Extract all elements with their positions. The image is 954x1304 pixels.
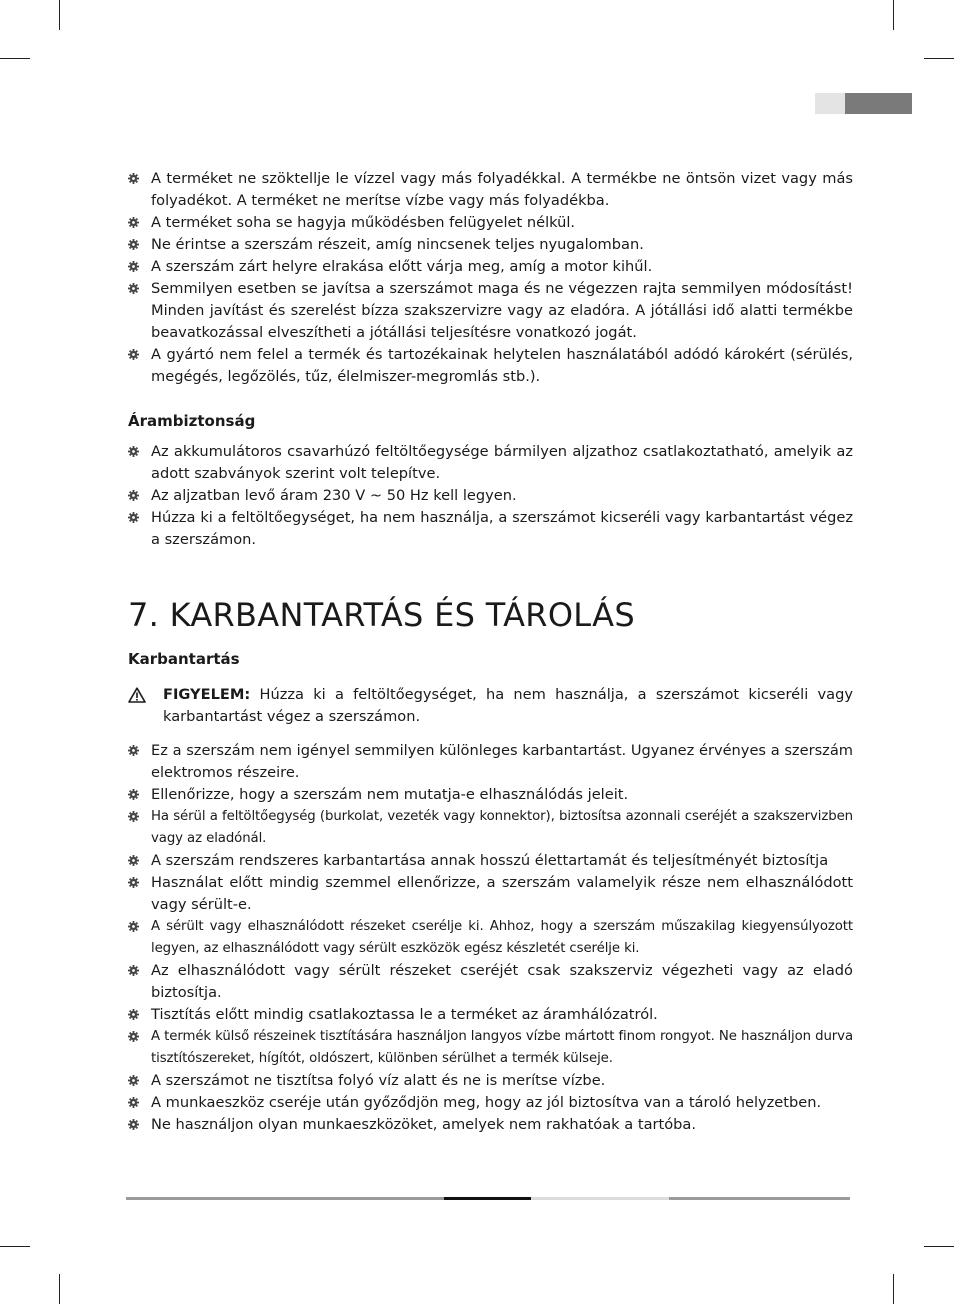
- list-item-text: Ez a szerszám nem igényel semmilyen különleges karbantartást. Ugyanez érvényes a szerszám elektromos részeire.: [151, 742, 853, 781]
- list-item: [128, 850, 853, 872]
- section-heading-electrical-safety: Árambiztonság: [128, 412, 256, 430]
- list-item-text: A terméket soha se hagyja működésben felügyelet nélkül.: [151, 214, 576, 231]
- crop-mark: [59, 0, 60, 30]
- list-item-text: A sérült vagy elhasználódott részeket cserélje ki. Ahhoz, hogy a szerszám műszakilag kiegyensúlyozott legyen, az elhasználódott vagy sérült eszközök egész készletét cserélje ki.: [151, 919, 853, 956]
- gear-bullet-icon: [128, 877, 139, 888]
- gear-bullet-icon: [128, 1031, 139, 1042]
- language-tab-light: [815, 93, 845, 114]
- list-item: [128, 1114, 853, 1136]
- warning-triangle-icon: [128, 687, 146, 703]
- crop-mark: [0, 1246, 30, 1247]
- gear-bullet-icon: [128, 811, 139, 822]
- warning-text: Húzza ki a feltöltőegységet, ha nem használja, a szerszámot kicseréli vagy karbantartást végez a szerszámon.: [163, 686, 853, 725]
- crop-mark: [0, 58, 30, 59]
- gear-bullet-icon: [128, 745, 139, 756]
- page-content: [128, 168, 853, 1136]
- list-item: [128, 485, 853, 507]
- gear-bullet-icon: [128, 921, 139, 932]
- list-item-text: Ne használjon olyan munkaeszközöket, amelyek nem rakhatóak a tartóba.: [151, 1116, 697, 1133]
- gear-bullet-icon: [128, 1097, 139, 1108]
- warning-label: FIGYELEM:: [163, 686, 251, 703]
- gear-bullet-icon: [128, 1075, 139, 1086]
- list-item: [128, 916, 853, 960]
- list-item-text: Ne érintse a szerszám részeit, amíg nincsenek teljes nyugalomban.: [151, 236, 644, 253]
- list-item-text: Húzza ki a feltöltőegységet, ha nem használja, a szerszámot kicseréli vagy karbantartást végez a szerszámon.: [151, 509, 853, 548]
- list-item-text: Használat előtt mindig szemmel ellenőrizze, a szerszám valamelyik része nem elhasználódott vagy sérült-e.: [151, 874, 853, 913]
- gear-bullet-icon: [128, 512, 139, 523]
- crop-mark: [59, 1274, 60, 1304]
- list-item-text: Ellenőrizze, hogy a szerszám nem mutatja-e elhasználódás jeleit.: [151, 786, 629, 803]
- maintenance-list: [128, 740, 853, 1136]
- section-heading-maintenance: Karbantartás: [128, 650, 240, 668]
- list-item: [128, 806, 853, 850]
- gear-bullet-icon: [128, 490, 139, 501]
- list-item-text: A gyártó nem felel a termék és tartozékainak helytelen használatából adódó károkért (sérülés, megégés, legőzölés, tűz, élelmiszer-megromlás stb.).: [151, 346, 853, 385]
- gear-bullet-icon: [128, 789, 139, 800]
- gear-bullet-icon: [128, 349, 139, 360]
- crop-mark: [893, 1274, 894, 1304]
- gear-bullet-icon: [128, 239, 139, 250]
- warning-note: [128, 684, 853, 728]
- list-item-text: A munkaeszköz cseréje után győződjön meg, hogy az jól biztosítva van a tároló helyzetben.: [151, 1094, 822, 1111]
- gear-bullet-icon: [128, 1009, 139, 1020]
- crop-mark: [893, 0, 894, 30]
- safety-list: [128, 168, 853, 388]
- crop-mark: [924, 58, 954, 59]
- list-item-text: Semmilyen esetben se javítsa a szerszámot maga és ne végezzen rajta semmilyen módosítást! Minden javítást és szerelést bízza szakszervizre vagy az eladóra. A jótállási idő alatti termékbe beavatkozással elveszítheti a jótállási teljesítésre vonatkozó jogát.: [151, 280, 853, 341]
- list-item-text: Ha sérül a feltöltőegység (burkolat, vezeték vagy konnektor), biztosítsa azonnali cseréjét a szakszervizben vagy az eladónál.: [151, 809, 853, 846]
- footer-rule-light: [531, 1197, 669, 1200]
- list-item: [128, 212, 853, 234]
- gear-bullet-icon: [128, 283, 139, 294]
- footer-rule-gray: [126, 1197, 444, 1200]
- gear-bullet-icon: [128, 446, 139, 457]
- crop-mark: [924, 1246, 954, 1247]
- chapter-title: 7. KARBANTARTÁS ÉS TÁROLÁS: [128, 596, 635, 634]
- language-tab-dark: [845, 93, 912, 114]
- list-item-text: Tisztítás előtt mindig csatlakoztassa le a terméket az áramhálózatról.: [151, 1006, 658, 1023]
- list-item-text: A terméket ne szöktellje le vízzel vagy más folyadékkal. A termékbe ne öntsön vizet vagy más folyadékot. A terméket ne merítse vízbe vagy más folyadékba.: [151, 170, 853, 209]
- list-item: [128, 960, 853, 1004]
- list-item: [128, 740, 853, 784]
- list-item: [128, 872, 853, 916]
- list-item: [128, 278, 853, 344]
- list-item: [128, 256, 853, 278]
- list-item: [128, 784, 853, 806]
- list-item-text: Az akkumulátoros csavarhúzó feltöltőegysége bármilyen aljzathoz csatlakoztatható, amelyik az adott szabványok szerint volt telepítve.: [151, 443, 853, 482]
- footer-rule-black: [444, 1197, 531, 1200]
- list-item-text: Az aljzatban levő áram 230 V ~ 50 Hz kell legyen.: [151, 487, 517, 504]
- list-item: [128, 1070, 853, 1092]
- footer-rule-gray-right: [669, 1197, 850, 1200]
- list-item: [128, 234, 853, 256]
- gear-bullet-icon: [128, 855, 139, 866]
- list-item-text: Az elhasználódott vagy sérült részeket cseréjét csak szakszerviz végezheti vagy az eladó biztosítja.: [151, 962, 853, 1001]
- gear-bullet-icon: [128, 965, 139, 976]
- gear-bullet-icon: [128, 217, 139, 228]
- electrical-safety-list: [128, 441, 853, 551]
- list-item: [128, 441, 853, 485]
- list-item-text: A szerszám rendszeres karbantartása annak hosszú élettartamát és teljesítményét biztosítja: [151, 852, 829, 869]
- gear-bullet-icon: [128, 261, 139, 272]
- list-item: [128, 507, 853, 551]
- list-item: [128, 1026, 853, 1070]
- list-item-text: A szerszámot ne tisztítsa folyó víz alatt és ne is merítse vízbe.: [151, 1072, 606, 1089]
- list-item-text: A szerszám zárt helyre elrakása előtt várja meg, amíg a motor kihűl.: [151, 258, 653, 275]
- list-item: [128, 1004, 853, 1026]
- list-item-text: A termék külső részeinek tisztítására használjon langyos vízbe mártott finom rongyot. Ne használjon durva tisztítószereket, hígítót, oldószert, különben sérülhet a termék külseje.: [151, 1029, 853, 1066]
- list-item: [128, 1092, 853, 1114]
- gear-bullet-icon: [128, 1119, 139, 1130]
- list-item: [128, 168, 853, 212]
- gear-bullet-icon: [128, 173, 139, 184]
- list-item: [128, 344, 853, 388]
